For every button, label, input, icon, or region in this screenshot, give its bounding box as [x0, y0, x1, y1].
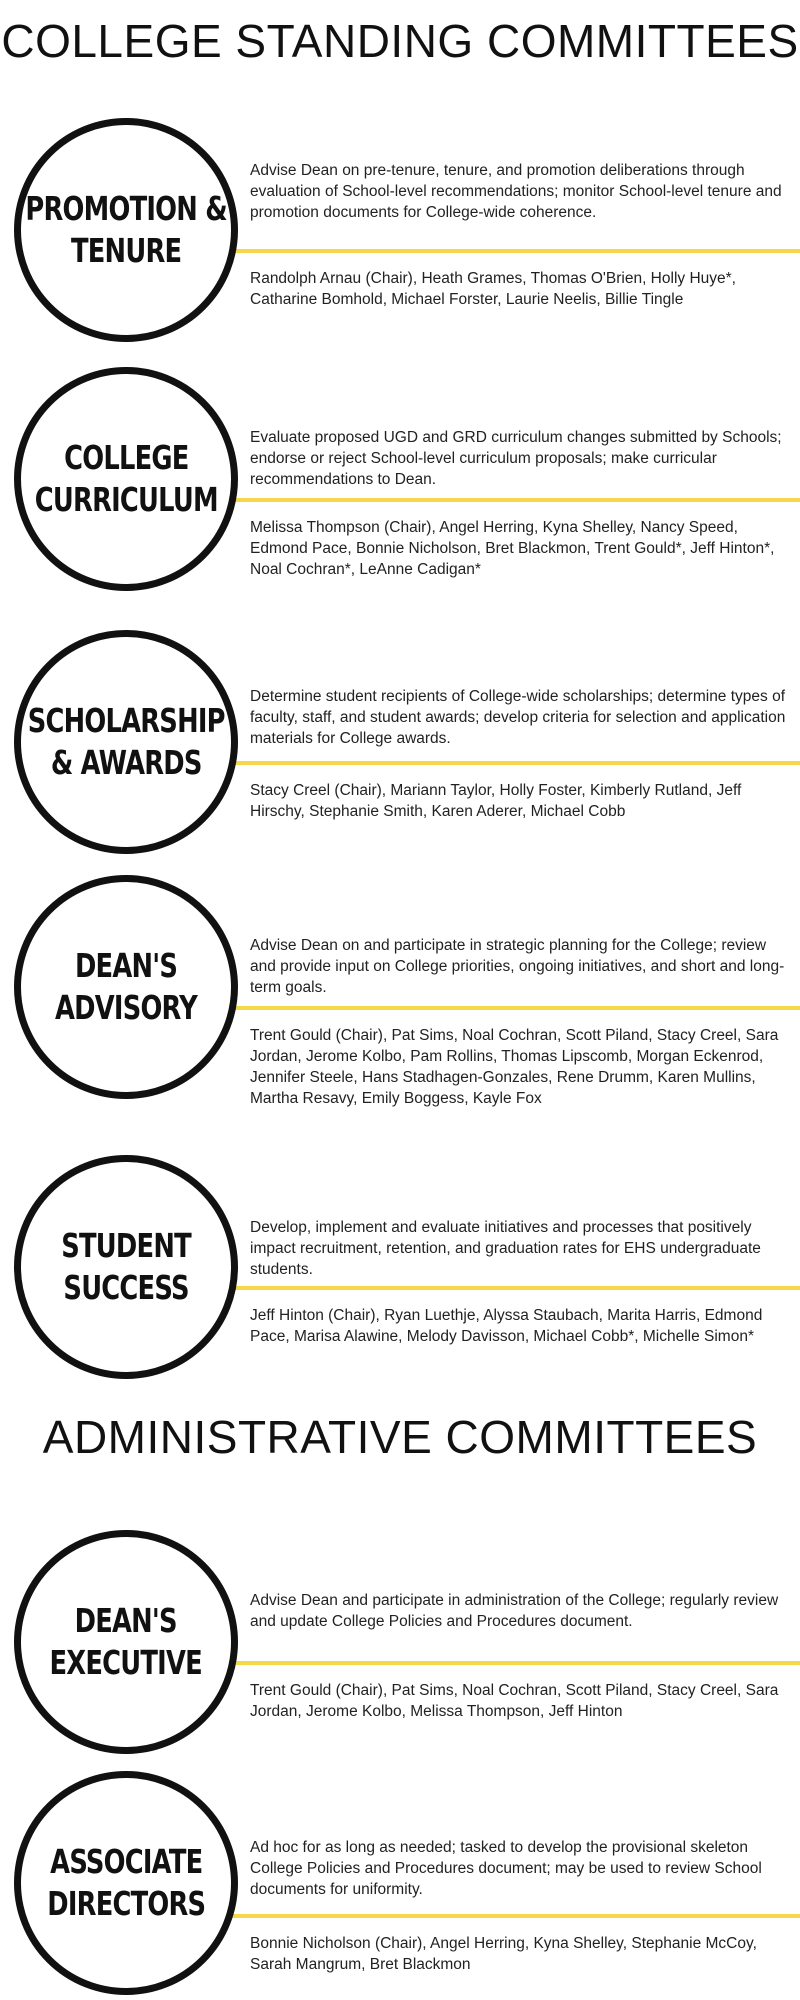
committee-description: Ad hoc for as long as needed; tasked to develop the provisional skeleton College Policies and Procedures document; may be used to review School documents for uniformity.	[250, 1839, 762, 1898]
committee-members: Jeff Hinton (Chair), Ryan Luethje, Alyssa Staubach, Marita Harris, Edmond Pace, Marisa Alawine, Melody Davisson, Michael Cobb*, Michelle Simon*	[250, 1307, 763, 1345]
committee-description: Develop, implement and evaluate initiatives and processes that positively impact recruitment, retention, and graduation rates for EHS undergraduate students.	[250, 1219, 761, 1278]
committee-description: Advise Dean and participate in administration of the College; regularly review and update College Policies and Procedures document.	[250, 1592, 779, 1630]
committee-description: Advise Dean on and participate in strategic planning for the College; review and provide input on College priorities, ongoing initiatives, and short and long-term goals.	[250, 937, 785, 996]
administrative-committees-heading: ADMINISTRATIVE COMMITTEES	[42, 1411, 758, 1463]
committee-members: Trent Gould (Chair), Pat Sims, Noal Cochran, Scott Piland, Stacy Creel, Sara Jordan, Jerome Kolbo, Melissa Thompson, Jeff Hinton	[250, 1682, 779, 1720]
committee-title: PROMOTION & TENURE	[25, 189, 227, 270]
committee-badge	[14, 630, 238, 854]
committee-title: DEAN'S ADVISORY	[54, 946, 198, 1027]
committee-members: Trent Gould (Chair), Pat Sims, Noal Cochran, Scott Piland, Stacy Creel, Sara Jordan, Jerome Kolbo, Pam Rollins, Thomas Lipscomb, Morgan Eckenrod, Jennifer Steele, Hans Stadhagen-Gonzales, Rene Drumm, Karen Mullins, Martha Resavy, Emily Boggess, Kayle Fox	[250, 1027, 779, 1107]
committee-members: Melissa Thompson (Chair), Angel Herring, Kyna Shelley, Nancy Speed, Edmond Pace, Bonnie Nicholson, Bret Blackmon, Trent Gould*, Jeff Hinton*, Noal Cochran*, LeAnne Cadigan*	[250, 519, 775, 578]
committee-badge	[14, 875, 238, 1099]
committee-badge	[14, 367, 238, 591]
committee-members: Stacy Creel (Chair), Mariann Taylor, Holly Foster, Kimberly Rutland, Jeff Hirschy, Stephanie Smith, Karen Aderer, Michael Cobb	[250, 782, 742, 820]
committee-title: SCHOLARSHIP & AWARDS	[27, 701, 225, 782]
committee-badge	[14, 1771, 238, 1995]
committee-description: Evaluate proposed UGD and GRD curriculum changes submitted by Schools; endorse or reject School-level curriculum proposals; make curricular recommendations to Dean.	[250, 429, 782, 488]
committee-members: Randolph Arnau (Chair), Heath Grames, Thomas O'Brien, Holly Huye*, Catharine Bomhold, Michael Forster, Laurie Neelis, Billie Tingle	[250, 270, 736, 308]
committee-badge	[14, 1530, 238, 1754]
committee-description: Determine student recipients of College-wide scholarships; determine types of faculty, staff, and student awards; develop criteria for selection and application materials for College awards.	[250, 688, 786, 747]
committee-title: STUDENT SUCCESS	[61, 1226, 191, 1307]
committee-badge	[14, 118, 238, 342]
standing-committees-heading: COLLEGE STANDING COMMITTEES	[1, 15, 799, 67]
committee-title: DEAN'S EXECUTIVE	[49, 1601, 203, 1682]
committee-description: Advise Dean on pre-tenure, tenure, and promotion deliberations through evaluation of School-level recommendations; monitor School-level tenure and promotion documents for College-wide coherence.	[250, 162, 782, 221]
committee-title: COLLEGE CURRICULUM	[34, 438, 218, 519]
committee-title: ASSOCIATE DIRECTORS	[46, 1842, 206, 1923]
committee-members: Bonnie Nicholson (Chair), Angel Herring, Kyna Shelley, Stephanie McCoy, Sarah Mangrum, Bret Blackmon	[250, 1935, 757, 1973]
committee-badge	[14, 1155, 238, 1379]
